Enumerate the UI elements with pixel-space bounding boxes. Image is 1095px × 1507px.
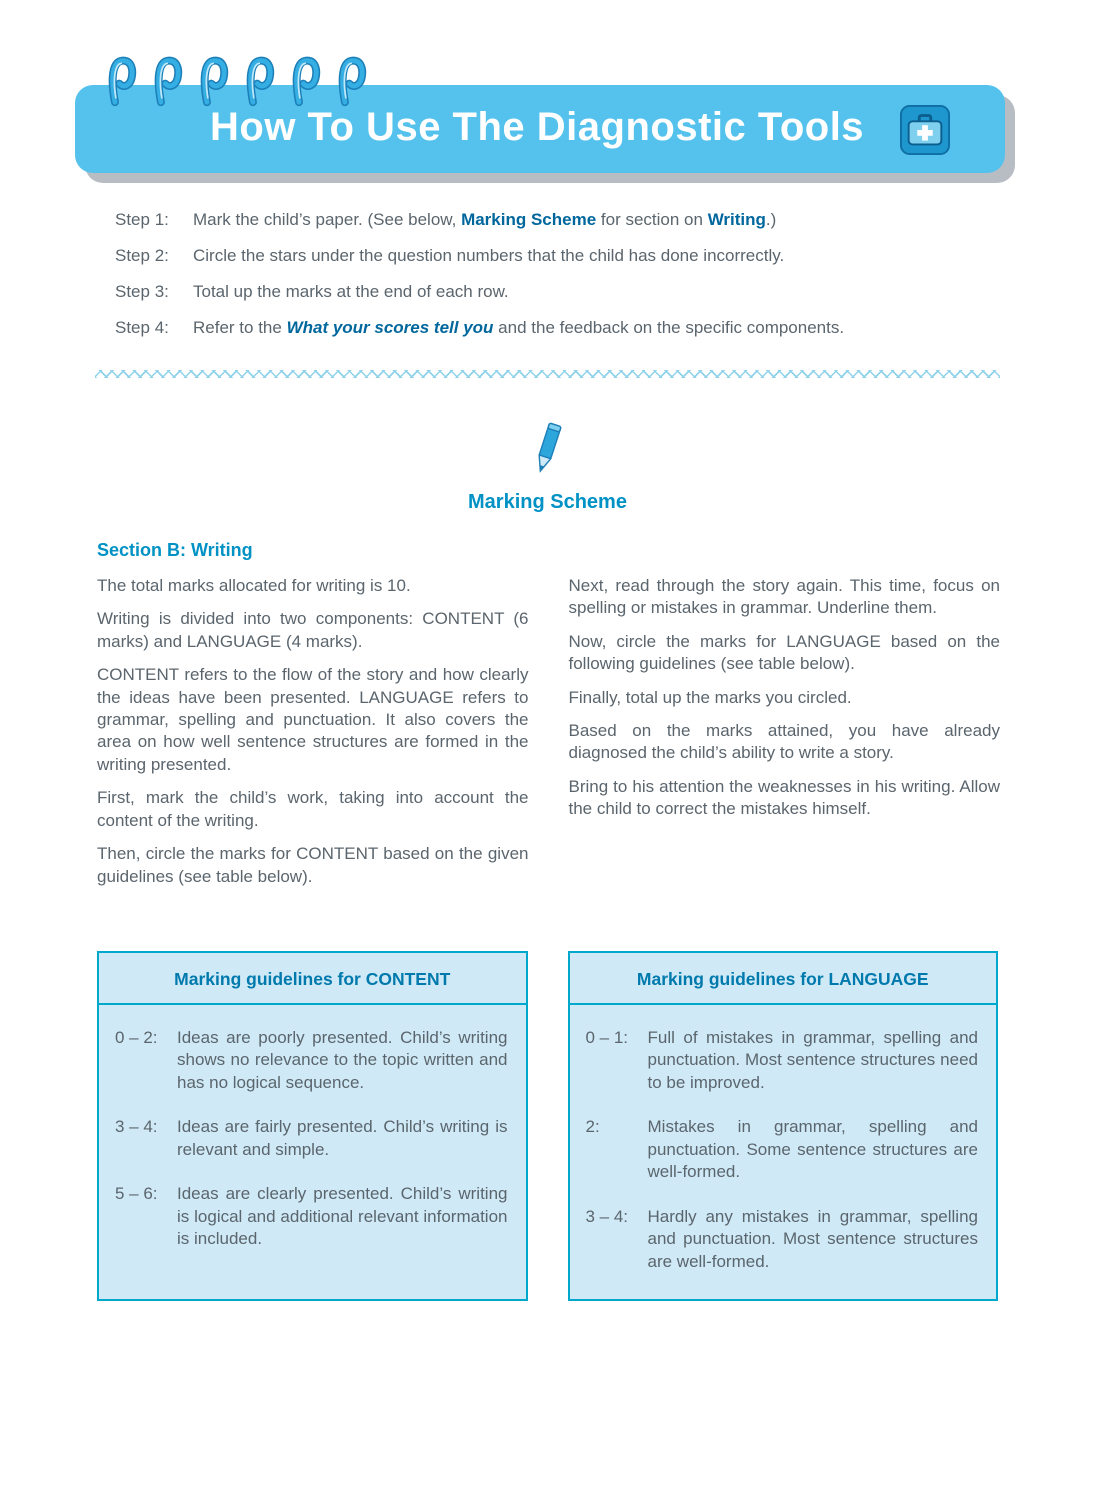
pencil-icon-wrap (0, 420, 1095, 483)
marking-scheme-reference: Marking Scheme (461, 210, 597, 229)
paragraph: Finally, total up the marks you circled. (568, 687, 852, 707)
guideline-item (570, 1005, 997, 1094)
paragraph: First, mark the child’s work, taking into account the content of the writing. (97, 788, 529, 830)
body-columns (97, 575, 1000, 899)
guideline-text: Ideas are clearly presented. Child’s writing is logical and additional relevant information is included. (177, 1184, 508, 1249)
guideline-item (99, 1005, 526, 1094)
decorative-divider (95, 370, 1000, 378)
step-item (115, 317, 1000, 340)
step-item (115, 281, 1000, 304)
binder-ring-icon (107, 55, 137, 107)
guideline-item (99, 1094, 526, 1161)
guideline-text: Hardly any mistakes in grammar, spelling and punctuation. Most sentence structures are well-formed. (647, 1206, 978, 1271)
step-text-segment: .) (765, 210, 777, 229)
step-label: Step 3: (115, 281, 169, 301)
score-range: 5 – 6: (115, 1184, 158, 1204)
score-range: 3 – 4: (115, 1117, 158, 1137)
binder-ring-icon (291, 55, 321, 107)
section-b-heading: Section B: Writing (97, 539, 253, 560)
step-text-segment: Refer to the (193, 317, 287, 337)
language-box-title: Marking guidelines for LANGUAGE (636, 969, 929, 989)
paragraph: Based on the marks attained, you have already diagnosed the child’s ability to write a story. (568, 720, 1000, 763)
step-text-segment: for section on (596, 210, 708, 229)
score-range: 2: (585, 1117, 600, 1137)
guideline-item (570, 1094, 997, 1183)
marking-scheme-heading: Marking Scheme (468, 490, 627, 513)
writing-reference: Writing (707, 210, 766, 229)
paragraph: Next, read through the story again. This time, focus on spelling or mistakes in grammar. Underline them. (568, 575, 1000, 618)
step-label: Step 4: (115, 317, 169, 337)
guideline-text: Mistakes in grammar, spelling and punctuation. Some sentence structures are well-formed. (647, 1117, 978, 1182)
content-guidelines-box (97, 951, 528, 1301)
binder-ring-icon (245, 55, 275, 107)
binder-ring-icon (337, 55, 367, 107)
score-range: 0 – 2: (115, 1028, 158, 1047)
step-text: Circle the stars under the question numbers that the child has done incorrectly. (193, 245, 785, 265)
step-label: Step 2: (115, 245, 169, 265)
score-range: 0 – 1: (585, 1028, 629, 1047)
paragraph: Then, circle the marks for CONTENT based on the given guidelines (see table below). (97, 844, 529, 886)
step-text-segment: and the feedback on the specific components. (493, 317, 845, 337)
guideline-boxes (97, 951, 998, 1301)
scores-reference: What your scores tell you (286, 317, 494, 337)
paragraph: Writing is divided into two components: CONTENT (6 marks) and LANGUAGE (4 marks). (97, 609, 529, 651)
paragraph: The total marks allocated for writing is 10. (97, 575, 411, 595)
score-range: 3 – 4: (585, 1206, 629, 1226)
binder-ring-icon (153, 55, 183, 107)
step-label: Step 1: (115, 210, 169, 229)
left-column (97, 575, 529, 899)
language-guidelines-box (568, 951, 999, 1301)
paragraph: Now, circle the marks for LANGUAGE based on the following guidelines (see table below). (568, 631, 1000, 674)
guideline-text: Ideas are poorly presented. Child’s writing shows no relevance to the topic written and has no logical sequence. (177, 1028, 508, 1092)
step-text-segment: Mark the child’s paper. (See below, (193, 210, 462, 229)
header-banner (75, 85, 1005, 173)
guideline-text: Ideas are fairly presented. Child’s writing is relevant and simple. (177, 1117, 508, 1159)
step-text (193, 317, 844, 340)
paragraph: Bring to his attention the weaknesses in his writing. Allow the child to correct the mistakes himself. (568, 776, 1000, 819)
content-box-title: Marking guidelines for CONTENT (174, 969, 451, 989)
guideline-item (570, 1184, 997, 1273)
steps-list (115, 209, 1000, 340)
step-item (115, 245, 1000, 268)
page-title: How To Use The Diagnostic Tools (210, 105, 865, 149)
right-column (569, 575, 1001, 899)
step-item (115, 209, 1000, 232)
step-text (193, 209, 776, 232)
binder-ring-icon (199, 55, 229, 107)
step-text: Total up the marks at the end of each row. (193, 281, 509, 301)
guideline-item (99, 1161, 526, 1250)
first-aid-kit-icon (900, 105, 950, 155)
guideline-text: Full of mistakes in grammar, spelling and punctuation. Most sentence structures need to be improved. (647, 1028, 978, 1092)
paragraph: CONTENT refers to the flow of the story and how clearly the ideas have been presented. LANGUAGE refers to grammar, spelling and punctuation. It also covers the area on how well sentence structures are formed in the writing presented. (97, 665, 529, 774)
pencil-icon (529, 420, 567, 478)
binder-rings (107, 55, 367, 107)
